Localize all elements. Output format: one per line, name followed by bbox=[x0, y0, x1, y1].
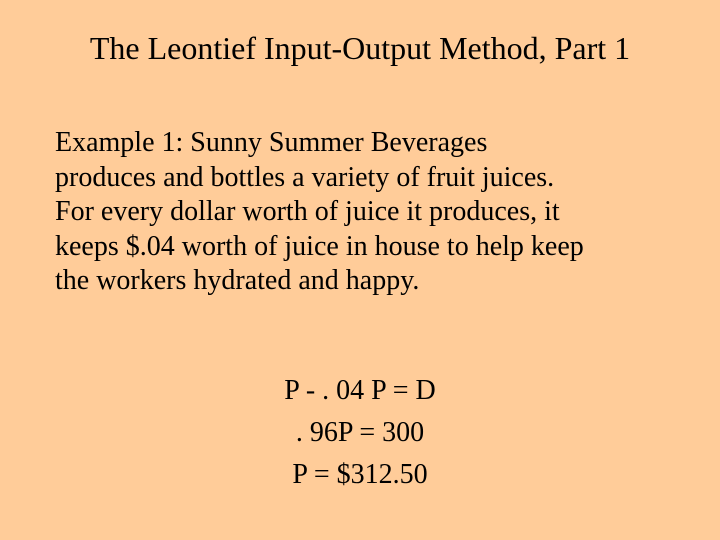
paragraph-line: For every dollar worth of juice it produces, it bbox=[55, 196, 560, 227]
equation-line: . 96P = 300 bbox=[295, 417, 425, 448]
paragraph-line: the workers hydrated and happy. bbox=[55, 265, 420, 296]
equation-block bbox=[180, 370, 540, 496]
paragraph-line: keeps $.04 worth of juice in house to help keep bbox=[55, 230, 584, 262]
example-paragraph bbox=[55, 126, 685, 299]
paragraph-line: produces and bottles a variety of fruit juices. bbox=[55, 161, 555, 193]
equation-line: P - . 04 P = D bbox=[284, 375, 436, 406]
equation-line: P = $312.50 bbox=[292, 459, 428, 490]
slide-title: The Leontief Input-Output Method, Part 1 bbox=[89, 30, 631, 66]
paragraph-line: Example 1: Sunny Summer Beverages bbox=[55, 127, 488, 158]
